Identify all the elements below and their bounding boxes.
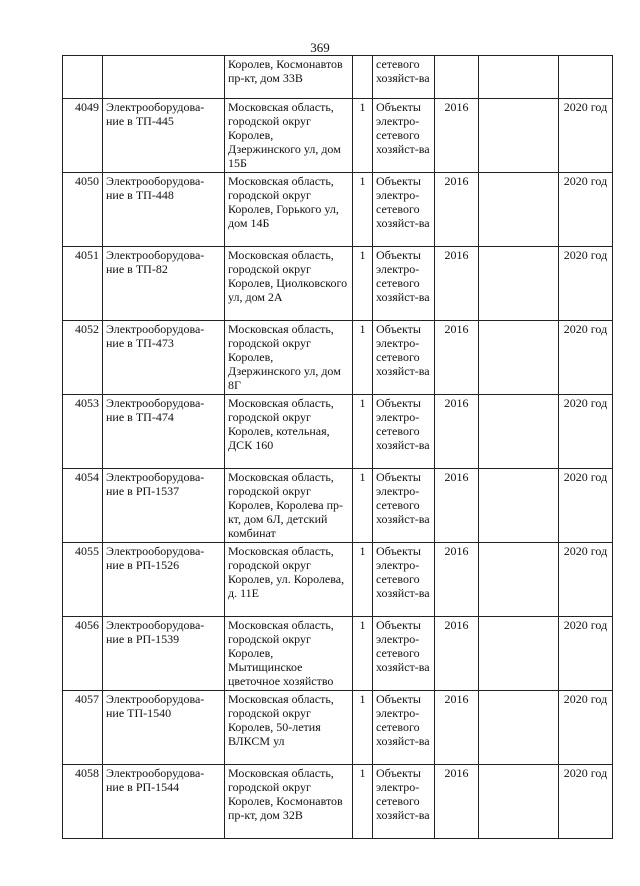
deadline-cell: 2020 год — [559, 247, 613, 321]
category-cell: Объекты электро-сетевого хозяйст-ва — [373, 173, 435, 247]
deadline-cell: 2020 год — [559, 99, 613, 173]
category-cell: Объекты электро-сетевого хозяйст-ва — [373, 321, 435, 395]
deadline-cell: 2020 год — [559, 765, 613, 839]
year-cell: 2016 — [435, 691, 479, 765]
year-cell: 2016 — [435, 469, 479, 543]
address-cell: Московская область, городской округ Королев, котельная, ДСК 160 — [225, 395, 353, 469]
table-row — [63, 395, 613, 469]
address-cell: Королев, Космонавтов пр-кт, дом 33В — [225, 56, 353, 99]
blank-cell — [479, 617, 559, 691]
qty-cell: 1 — [353, 99, 373, 173]
qty-cell — [353, 56, 373, 99]
table-row — [63, 247, 613, 321]
deadline-cell: 2020 год — [559, 173, 613, 247]
table-row — [63, 543, 613, 617]
page-number: 369 — [310, 40, 330, 55]
table-row — [63, 173, 613, 247]
category-cell: Объекты электро-сетевого хозяйст-ва — [373, 395, 435, 469]
year-cell: 2016 — [435, 173, 479, 247]
category-cell: Объекты электро-сетевого хозяйст-ва — [373, 247, 435, 321]
category-cell: Объекты электро-сетевого хозяйст-ва — [373, 469, 435, 543]
num-cell — [63, 56, 103, 99]
address-cell: Московская область, городской округ Королев, Королева пр-кт, дом 6Л, детский комбинат — [225, 469, 353, 543]
num-cell: 4049 — [63, 99, 103, 173]
table-row — [63, 321, 613, 395]
blank-cell — [479, 173, 559, 247]
name-cell: Электрооборудова-ние в ТП-445 — [103, 99, 225, 173]
year-cell: 2016 — [435, 321, 479, 395]
name-cell: Электрооборудова-ние в ТП-473 — [103, 321, 225, 395]
address-cell: Московская область, городской округ Королев, Мытищинское цветочное хозяйство — [225, 617, 353, 691]
table-row — [63, 99, 613, 173]
qty-cell: 1 — [353, 543, 373, 617]
name-cell: Электрооборудова-ние в РП-1537 — [103, 469, 225, 543]
name-cell: Электрооборудова-ние в ТП-474 — [103, 395, 225, 469]
qty-cell: 1 — [353, 321, 373, 395]
num-cell: 4052 — [63, 321, 103, 395]
name-cell: Электрооборудова-ние в ТП-448 — [103, 173, 225, 247]
year-cell: 2016 — [435, 765, 479, 839]
address-cell: Московская область, городской округ Королев, Космонавтов пр-кт, дом 32В — [225, 765, 353, 839]
year-cell: 2016 — [435, 543, 479, 617]
address-cell: Московская область, городской округ Королев, Горького ул, дом 14Б — [225, 173, 353, 247]
name-cell — [103, 56, 225, 99]
year-cell: 2016 — [435, 247, 479, 321]
blank-cell — [479, 469, 559, 543]
name-cell: Электрооборудова-ние в ТП-82 — [103, 247, 225, 321]
qty-cell: 1 — [353, 469, 373, 543]
deadline-cell: 2020 год — [559, 543, 613, 617]
table-row — [63, 469, 613, 543]
name-cell: Электрооборудова-ние в РП-1526 — [103, 543, 225, 617]
table-row — [63, 617, 613, 691]
address-cell: Московская область, городской округ Королев, ул. Королева, д. 11Е — [225, 543, 353, 617]
qty-cell: 1 — [353, 691, 373, 765]
deadline-cell: 2020 год — [559, 395, 613, 469]
table-row — [63, 691, 613, 765]
deadline-cell: 2020 год — [559, 617, 613, 691]
table-row-continued — [63, 56, 613, 99]
qty-cell: 1 — [353, 765, 373, 839]
category-cell: Объекты электро-сетевого хозяйст-ва — [373, 543, 435, 617]
blank-cell — [479, 99, 559, 173]
deadline-cell: 2020 год — [559, 321, 613, 395]
deadline-cell — [559, 56, 613, 99]
blank-cell — [479, 543, 559, 617]
num-cell: 4057 — [63, 691, 103, 765]
category-cell: Объекты электро-сетевого хозяйст-ва — [373, 765, 435, 839]
deadline-cell: 2020 год — [559, 691, 613, 765]
category-cell: Объекты электро-сетевого хозяйст-ва — [373, 99, 435, 173]
address-cell: Московская область, городской округ Королев, 50-летия ВЛКСМ ул — [225, 691, 353, 765]
qty-cell: 1 — [353, 247, 373, 321]
num-cell: 4055 — [63, 543, 103, 617]
category-cell: Объекты электро-сетевого хозяйст-ва — [373, 617, 435, 691]
num-cell: 4053 — [63, 395, 103, 469]
num-cell: 4054 — [63, 469, 103, 543]
blank-cell — [479, 765, 559, 839]
address-cell: Московская область, городской округ Королев, Циолковского ул, дом 2А — [225, 247, 353, 321]
num-cell: 4050 — [63, 173, 103, 247]
num-cell: 4056 — [63, 617, 103, 691]
qty-cell: 1 — [353, 617, 373, 691]
year-cell: 2016 — [435, 617, 479, 691]
blank-cell — [479, 691, 559, 765]
blank-cell — [479, 56, 559, 99]
address-cell: Московская область, городской округ Королев, Дзержинского ул, дом 8Г — [225, 321, 353, 395]
category-cell: сетевого хозяйст-ва — [373, 56, 435, 99]
year-cell: 2016 — [435, 99, 479, 173]
name-cell: Электрооборудова-ние в РП-1539 — [103, 617, 225, 691]
qty-cell: 1 — [353, 395, 373, 469]
qty-cell: 1 — [353, 173, 373, 247]
blank-cell — [479, 247, 559, 321]
year-cell: 2016 — [435, 395, 479, 469]
name-cell: Электрооборудова-ние ТП-1540 — [103, 691, 225, 765]
address-cell: Московская область, городской округ Королев, Дзержинского ул, дом 15Б — [225, 99, 353, 173]
deadline-cell: 2020 год — [559, 469, 613, 543]
table-row — [63, 765, 613, 839]
year-cell — [435, 56, 479, 99]
name-cell: Электрооборудова-ние в РП-1544 — [103, 765, 225, 839]
registry-table — [62, 55, 613, 839]
num-cell: 4051 — [63, 247, 103, 321]
category-cell: Объекты электро-сетевого хозяйст-ва — [373, 691, 435, 765]
num-cell: 4058 — [63, 765, 103, 839]
blank-cell — [479, 395, 559, 469]
blank-cell — [479, 321, 559, 395]
